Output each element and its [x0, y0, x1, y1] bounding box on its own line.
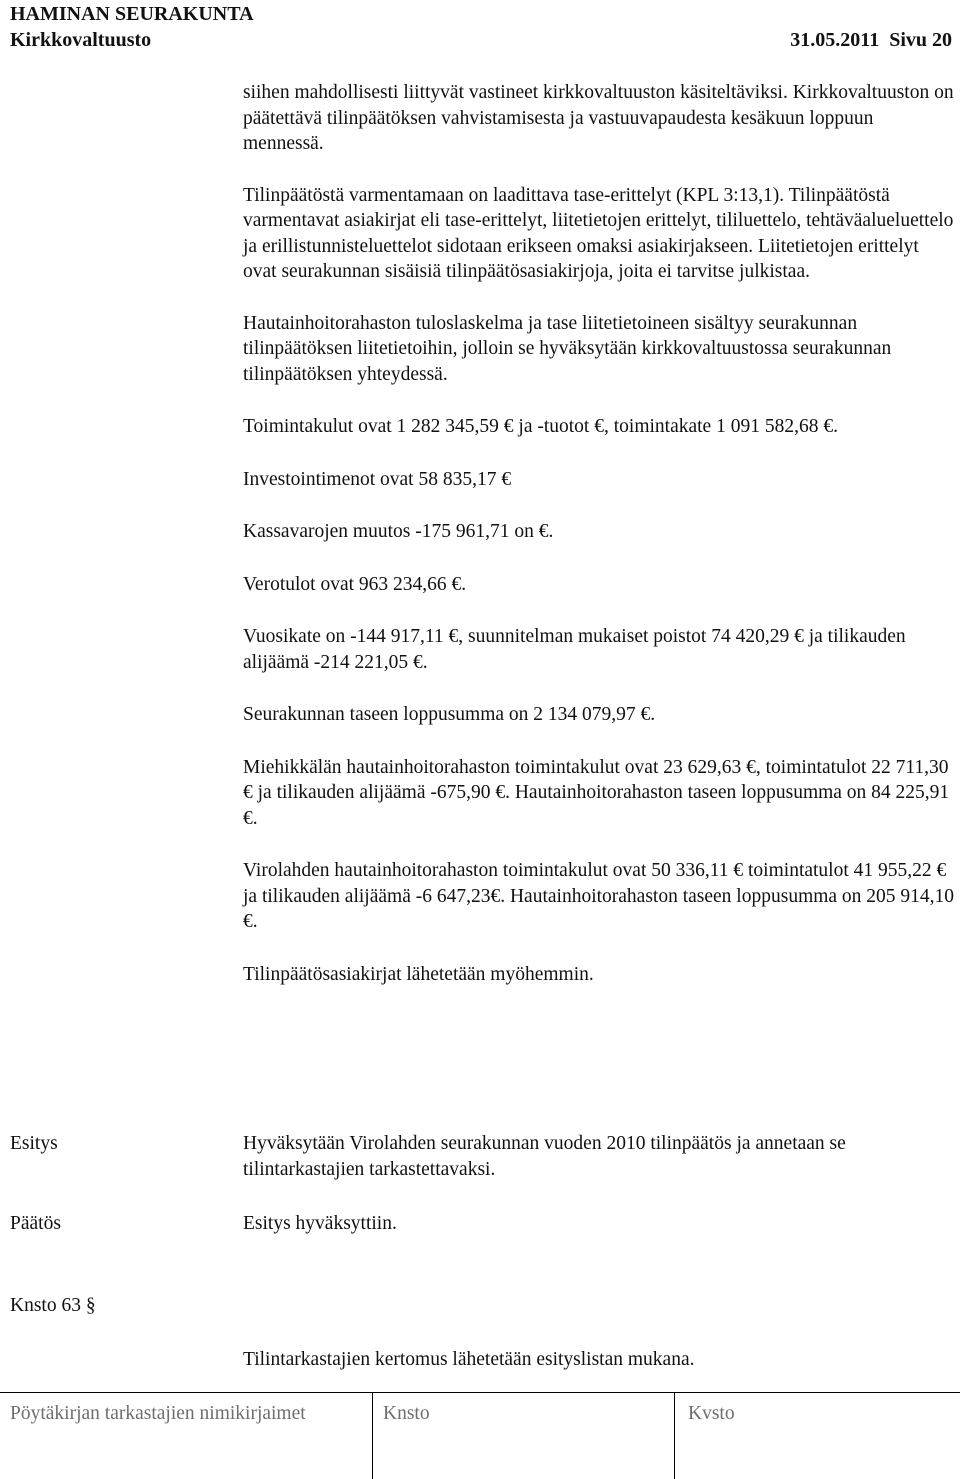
paragraph-balance-total: Seurakunnan taseen loppusumma on 2 134 079,97 €.	[243, 704, 656, 725]
section-text: Tilintarkastajien kertomus lähetetään esityslistan mukana.	[243, 1349, 695, 1370]
minutes-body	[243, 80, 955, 987]
paragraph-operating-costs: Toimintakulut ovat 1 282 345,59 € ja -tuotot €, toimintakate 1 091 582,68 €.	[243, 416, 838, 437]
proposal-text: Hyväksytään Virolahden seurakunnan vuoden 2010 tilinpäätös ja annetaan se tilintarkastajien tarkastettavaksi.	[243, 1133, 846, 1180]
document-body-name: Kirkkovaltuusto	[10, 29, 152, 51]
footer-divider	[674, 1393, 675, 1479]
paragraph-cash-change: Kassavarojen muutos -175 961,71 on €.	[243, 521, 554, 542]
footer-divider	[372, 1393, 373, 1479]
paragraph-approval-deadline: siihen mahdollisesti liittyvät vastineet kirkkovaltuuston käsiteltäviksi. Kirkkovaltuuston on päätettävä tilinpäätöksen vahvistamisesta ja vastuuvapaudesta kesäkuun loppuun mennessä.	[243, 82, 954, 154]
paragraph-balance-itemization: Tilinpäätöstä varmentamaan on laadittava tase-erittelyt (KPL 3:13,1). Tilinpäätöstä varmentavat asiakirjat eli tase-erittelyt, liitetietojen erittelyt, tililuettelo, tehtäväalueluettelo ja erillistunnisteluettelot sidotaan erikseen omaksi asiakirjakseen. Liitetietojen erittelyt ovat seurakunnan sisäisiä tilinpäätösasiakirjoja, joita ei tarvitse julkistaa.	[243, 184, 954, 282]
organization-title: HAMINAN SEURAKUNTA	[10, 3, 254, 25]
decision-label: Päätös	[10, 1213, 61, 1234]
paragraph-cemetery-fund: Hautainhoitorahaston tuloslaskelma ja tase liitetietoineen sisältyy seurakunnan tilinpäätöksen liitetietoihin, jolloin se hyväksytään kirkkovaltuustossa seurakunnan tilinpäätöksen yhteydessä.	[243, 312, 892, 385]
decision-text: Esitys hyväksyttiin.	[243, 1213, 397, 1234]
paragraph-documents-later: Tilinpäätösasiakirjat lähetetään myöhemmin.	[243, 963, 594, 985]
footer-signatures-label: Pöytäkirjan tarkastajien nimikirjaimet	[10, 1403, 306, 1424]
section-number: Knsto 63 §	[10, 1295, 96, 1316]
footer-knsto-label: Knsto	[383, 1403, 430, 1424]
date-and-page: 31.05.2011 Sivu 20	[790, 29, 952, 51]
footer-kvsto-label: Kvsto	[688, 1403, 735, 1424]
paragraph-virolahti-fund: Virolahden hautainhoitorahaston toimintakulut ovat 50 336,11 € toimintatulot 41 955,22 € ja tilikauden alijäämä -6 647,23€. Hautainhoitorahaston taseen loppusumma on 205 914,10 €.	[243, 860, 955, 932]
paragraph-annual-margin: Vuosikate on -144 917,11 €, suunnitelman mukaiset poistot 74 420,29 € ja tilikauden alijäämä -214 221,05 €.	[243, 626, 906, 673]
paragraph-tax-revenue: Verotulot ovat 963 234,66 €.	[243, 573, 467, 595]
paragraph-miehikkala-fund: Miehikkälän hautainhoitorahaston toimintakulut ovat 23 629,63 €, toimintatulot 22 711,30 € ja tilikauden alijäämä -675,90 €. Hautainhoitorahaston taseen loppusumma on 84 225,91 €.	[243, 756, 950, 829]
paragraph-investments: Investointimenot ovat 58 835,17 €	[243, 468, 512, 490]
proposal-label: Esitys	[10, 1133, 58, 1154]
signature-footer	[0, 1392, 960, 1479]
